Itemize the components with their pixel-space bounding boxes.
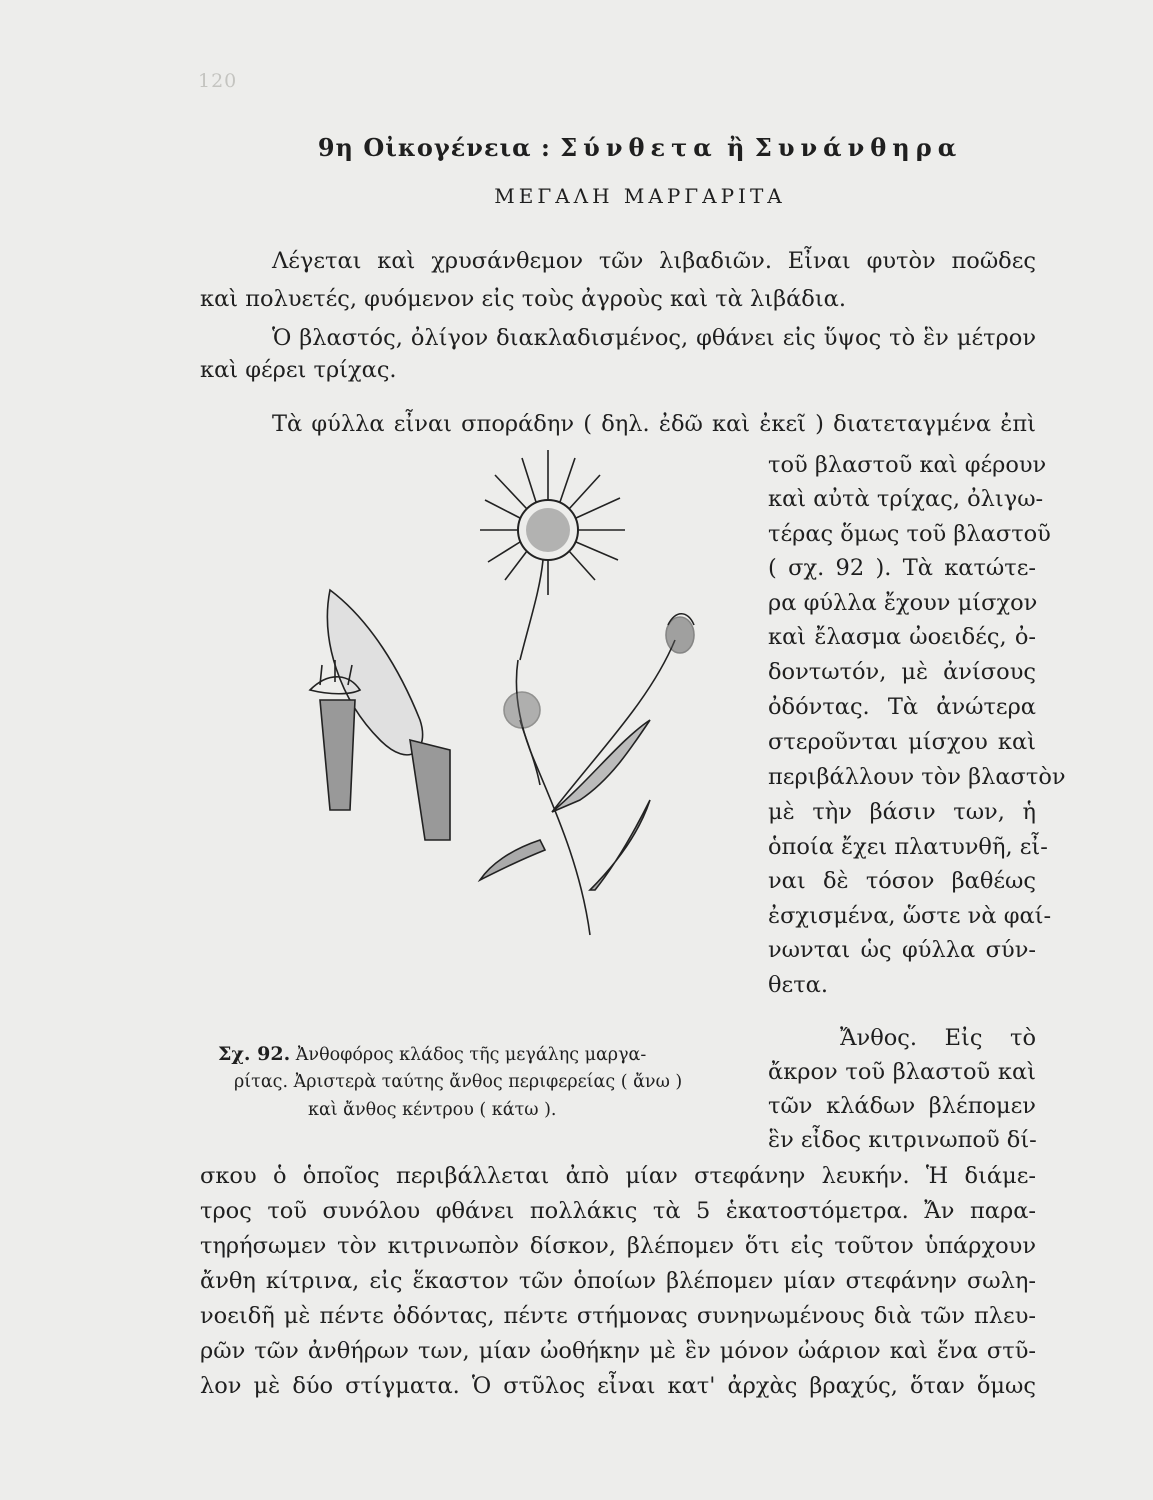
leaf	[480, 840, 545, 880]
text-line: Ὁ βλαστός, ὀλίγον διακλαδισμένος, φθάνει εἰς ὕψος τὸ ἓν μέτρον	[272, 325, 1036, 351]
text-line: στεροῦνται μίσχου καὶ	[768, 729, 1036, 755]
text-line: νοειδῆ μὲ πέντε ὀδόντας, πέντε στήμονας συνηνωμένους διὰ τῶν πλευ-	[200, 1303, 1036, 1329]
daisy-illustration	[290, 420, 710, 980]
family-heading-connector: ἢ	[717, 133, 755, 162]
small-flower-head	[504, 692, 540, 728]
text-line: Τὰ φύλλα εἶναι σποράδην ( δηλ. ἐδῶ καὶ ἐκεῖ ) διατεταγμένα ἐπὶ	[272, 411, 1036, 437]
page-number: 120	[198, 70, 238, 92]
family-heading	[200, 133, 1080, 162]
text-line: ἐσχισμένα, ὥστε νὰ φαί-	[768, 903, 1052, 929]
text-line: ( σχ. 92 ). Τὰ κατώτε-	[768, 555, 1036, 581]
section-anthos-line: Ἄνθος. Εἰς τὸ	[840, 1025, 1036, 1051]
text-line: ἓν εἶδος κιτρινωποῦ δί-	[768, 1127, 1037, 1153]
species-title: ΜΕΓΑΛΗ ΜΑΡΓΑΡΙΤΑ	[494, 184, 786, 208]
branch-stem	[552, 640, 675, 812]
text-line: καὶ ἔλασμα ὠοειδές, ὀ-	[768, 624, 1036, 650]
text-line: καὶ πολυετές, φυόμενον εἰς τοὺς ἀγροὺς καὶ τὰ λιβάδια.	[200, 286, 847, 312]
text-line: τηρήσωμεν τὸν κιτρινωπὸν δίσκον, βλέπομεν ὅτι εἰς τοῦτον ὑπάρχουν	[200, 1233, 1036, 1259]
figure-caption-line1: Σχ. 92. Ἀνθοφόρος κλάδος τῆς μεγάλης μαργα-	[218, 1043, 647, 1065]
text-line: ὀδόντας. Τὰ ἀνώτερα	[768, 694, 1036, 720]
figure-caption-line3: καὶ ἄνθος κέντρου ( κάτω ).	[308, 1100, 557, 1120]
text-line: δοντωτόν, μὲ ἀνίσους	[768, 659, 1036, 685]
flower-bud	[666, 614, 694, 653]
text-line: τῶν κλάδων βλέπομεν	[768, 1093, 1036, 1119]
family-heading-name2: Συνάνθηρα	[754, 133, 963, 162]
figure-label: Σχ. 92.	[218, 1043, 291, 1065]
text-line: ὁποία ἔχει πλατυνθῆ, εἶ-	[768, 834, 1048, 860]
text-line: θετα.	[768, 972, 828, 998]
family-heading-prefix: 9η Οἰκογένεια :	[317, 133, 561, 162]
disc-floret-drawing	[310, 660, 360, 810]
text-line: ρῶν τῶν ἀνθήρων των, μίαν ὠοθήκην μὲ ἓν μόνον ὠάριον καὶ ἕνα στῦ-	[200, 1338, 1036, 1364]
family-heading-name1: Σύνθετα	[560, 133, 718, 162]
figure-caption-line2: ρίτας. Ἀριστερὰ ταύτης ἄνθος περιφερείας ( ἄνω )	[234, 1072, 683, 1092]
text-line: ρα φύλλα ἔχουν μίσχον	[768, 590, 1038, 616]
text-line: καὶ αὐτὰ τρίχας, ὀλιγω-	[768, 486, 1044, 512]
text-line: τέρας ὅμως τοῦ βλαστοῦ	[768, 521, 1051, 547]
leaf	[590, 800, 650, 890]
text-line: ναι δὲ τόσον βαθέως	[768, 868, 1036, 894]
text-line: τρος τοῦ συνόλου φθάνει πολλάκις τὰ 5 ἑκατοστόμετρα. Ἄν παρα-	[200, 1198, 1036, 1224]
text-line: ἄκρον τοῦ βλαστοῦ καὶ	[768, 1059, 1036, 1085]
text-line: περιβάλλουν τὸν βλαστὸν	[768, 764, 1066, 790]
text-line: μὲ τὴν βάσιν των, ἡ	[768, 799, 1036, 825]
text-line: λον μὲ δύο στίγματα. Ὁ στῦλος εἶναι κατ' ἀρχὰς βραχύς, ὅταν ὅμως	[200, 1373, 1036, 1399]
text-line: Λέγεται καὶ χρυσάνθεμον τῶν λιβαδιῶν. Εἶναι φυτὸν ποῶδες	[272, 248, 1036, 274]
text-line: τοῦ βλαστοῦ καὶ φέρουν	[768, 452, 1047, 478]
text-line: σκου ὁ ὁποῖος περιβάλλεται ἀπὸ μίαν στεφάνην λευκήν. Ἡ διάμε-	[200, 1163, 1036, 1189]
flower-head	[480, 450, 625, 660]
text-line: καὶ φέρει τρίχας.	[200, 357, 397, 383]
text-line: νωνται ὡς φύλλα σύν-	[768, 937, 1036, 963]
leaf	[552, 720, 650, 812]
small-branch	[520, 720, 540, 785]
text-line: ἄνθη κίτρινα, εἰς ἕκαστον τῶν ὁποίων βλέπομεν μίαν στεφάνην σωλη-	[200, 1268, 1036, 1294]
